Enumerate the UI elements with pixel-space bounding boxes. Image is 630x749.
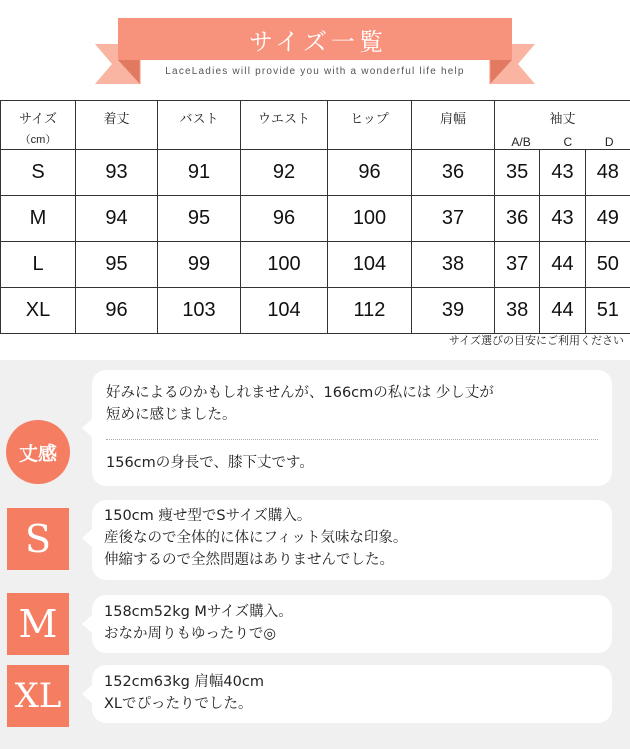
review-text: XLでぴったりでした。 xyxy=(104,696,253,712)
sleeve-subheader: A/B xyxy=(511,135,531,149)
sleeve-value: 37 xyxy=(506,253,529,275)
size-s-badge: S xyxy=(7,508,69,570)
table-cell: 112 xyxy=(328,288,412,334)
table-cell: 100 xyxy=(241,242,328,288)
table-cell: 94 xyxy=(76,196,158,242)
sleeve-value: 44 xyxy=(539,288,584,333)
unit-label: （cm） xyxy=(19,134,57,146)
review-bubble-s xyxy=(92,500,612,580)
column-header: 着丈 xyxy=(76,101,158,150)
size-cell: L xyxy=(1,242,76,288)
table-cell: 38 xyxy=(412,242,495,288)
sleeve-header-label: 袖丈 xyxy=(549,111,576,126)
column-header: バスト xyxy=(158,101,241,150)
size-cell: XL xyxy=(1,288,76,334)
sleeve-value: 49 xyxy=(585,196,630,241)
table-row xyxy=(1,150,630,196)
size-m-badge: M xyxy=(7,593,69,655)
sleeve-value: 48 xyxy=(585,150,630,195)
review-text: 158cm52kg Mサイズ購入。 xyxy=(104,604,293,620)
sleeve-value: 43 xyxy=(539,150,584,195)
sleeve-subheader: D xyxy=(604,135,614,149)
size-note: サイズ選びの目安にご利用ください xyxy=(448,334,624,347)
table-row xyxy=(1,288,630,334)
table-cell: 91 xyxy=(158,150,241,196)
review-text: 産後なので全体的に体にフィット気味な印象。 xyxy=(104,530,408,546)
sleeve-header xyxy=(495,101,630,150)
length-badge: 丈感 xyxy=(6,420,70,484)
table-cell: 95 xyxy=(158,196,241,242)
reviews-section xyxy=(0,360,630,749)
size-xl-badge: XL xyxy=(7,665,69,727)
review-text: 好みによるのかもしれませんが、166cmの私には 少し丈が xyxy=(106,385,494,401)
sleeve-value: 35 xyxy=(506,161,529,183)
sleeve-subheaders xyxy=(495,135,630,149)
table-cell: 104 xyxy=(241,288,328,334)
review-text: 短めに感じました。 xyxy=(106,407,237,423)
review-text: おなか周りもゆったりで◎ xyxy=(104,626,277,642)
sleeve-value: 43 xyxy=(539,196,584,241)
table-cell: 92 xyxy=(241,150,328,196)
title-banner xyxy=(0,0,630,100)
dotted-divider xyxy=(106,439,598,440)
sleeve-cell xyxy=(495,150,630,196)
table-cell: 96 xyxy=(76,288,158,334)
table-cell: 36 xyxy=(412,150,495,196)
size-header xyxy=(1,101,76,150)
table-cell: 95 xyxy=(76,242,158,288)
review-bubble-length xyxy=(92,370,612,486)
sleeve-cell xyxy=(495,288,630,334)
table-cell: 96 xyxy=(241,196,328,242)
table-cell: 96 xyxy=(328,150,412,196)
table-cell: 103 xyxy=(158,288,241,334)
size-header-label: サイズ xyxy=(19,111,57,126)
sleeve-value: 44 xyxy=(539,242,584,287)
review-text: 156cmの身長で、膝下丈です。 xyxy=(106,455,314,471)
review-text: 152cm63kg 肩幅40cm xyxy=(104,674,264,690)
table-header-row xyxy=(1,101,630,150)
table-cell: 39 xyxy=(412,288,495,334)
review-text: 150cm 痩せ型でSサイズ購入。 xyxy=(104,508,312,524)
sleeve-cell xyxy=(495,242,630,288)
review-text: 伸縮するので全然問題はありませんでした。 xyxy=(104,552,394,568)
table-cell: 104 xyxy=(328,242,412,288)
table-cell: 37 xyxy=(412,196,495,242)
review-bubble-m xyxy=(92,595,612,653)
sleeve-value: 36 xyxy=(506,207,529,229)
page-title: サイズ一覧 xyxy=(248,28,388,56)
column-header: 肩幅 xyxy=(412,101,495,150)
review-bubble-xl xyxy=(92,665,612,723)
size-table xyxy=(0,100,630,334)
sleeve-value: 38 xyxy=(506,299,529,321)
banner-subtitle: LaceLadies will provide you with a wonderful life help xyxy=(165,66,465,77)
size-cell: M xyxy=(1,196,76,242)
sleeve-cell xyxy=(495,196,630,242)
sleeve-value: 51 xyxy=(585,288,630,333)
column-header: ヒップ xyxy=(328,101,412,150)
table-row xyxy=(1,242,630,288)
table-cell: 99 xyxy=(158,242,241,288)
table-row xyxy=(1,196,630,242)
table-cell: 100 xyxy=(328,196,412,242)
column-header: ウエスト xyxy=(241,101,328,150)
sleeve-value: 50 xyxy=(585,242,630,287)
size-cell: S xyxy=(1,150,76,196)
sleeve-subheader: C xyxy=(563,135,573,149)
table-cell: 93 xyxy=(76,150,158,196)
